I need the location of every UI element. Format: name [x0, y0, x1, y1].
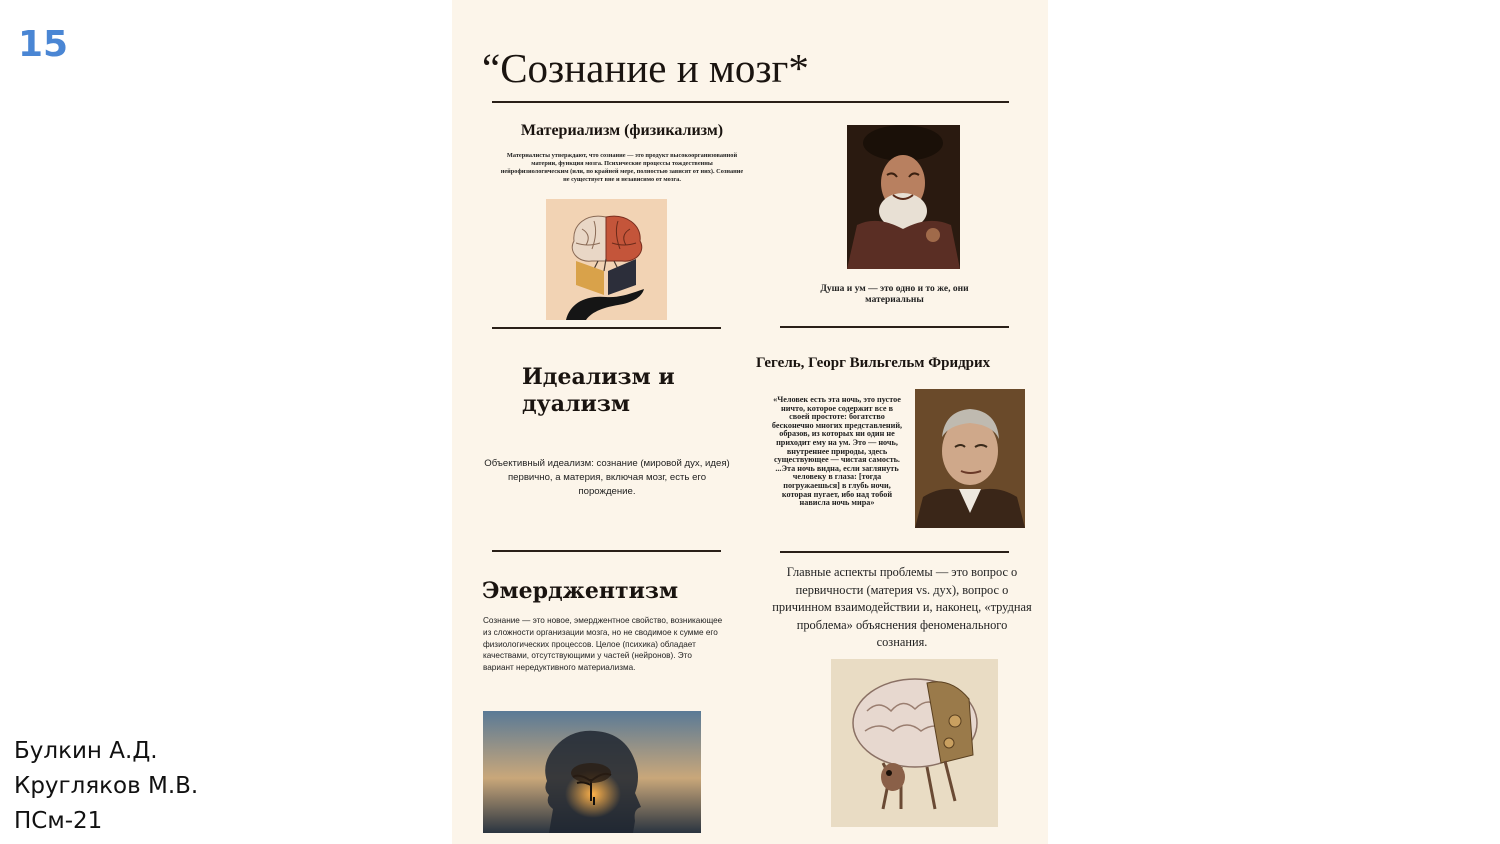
hegel-portrait: [915, 389, 1025, 528]
poster-title: “Сознание и мозг*: [482, 45, 809, 91]
mechanical-brain-illustration: [831, 659, 998, 827]
head-silhouette-sunset-image: [483, 711, 701, 833]
materialism-text: Материалисты утверждают, что сознание — это продукт высокоорганизованной материи, функция мозга. Психические процессы тождественны нейрофизиологическим (или, по крайней мере, полностью зависят от них). Сознание не существует вне и независимо от мозга.: [500, 152, 744, 183]
section-divider: [780, 551, 1009, 553]
slide-number: 15: [18, 24, 69, 65]
aspects-text: Главные аспекты проблемы — это вопрос о первичности (материя vs. дух), вопрос о причинном взаимодействии и, наконец, «трудная проблема» объяснения феноменального сознания.: [772, 565, 1032, 649]
brain-book-illustration: [546, 199, 667, 320]
hegel-heading: Гегель, Георг Вильгельм Фридрих: [756, 355, 991, 371]
portrait-caption: Душа и ум — это одно и то же, они материальны: [820, 284, 969, 305]
materialism-heading: Материализм (физикализм): [520, 122, 724, 139]
idealism-text: Объективный идеализм: сознание (мировой дух, идея) первично, а материя, включая мозг, есть его порождение.: [484, 458, 730, 497]
author-line: Кругляков М.В.: [14, 773, 199, 799]
section-divider: [492, 327, 721, 329]
author-line: Булкин А.Д.: [14, 738, 158, 764]
title-divider: [492, 101, 1009, 103]
hegel-quote: «Человек есть эта ночь, это пустое ничто, которое содержит все в своей простоте: богатство бесконечно многих представлений, образов, из которых ни один не приходит ему на ум. Это — ночь, внутреннее природы, здесь существующее — чистая самость. ...Эта ночь видна, если заглянуть человеку в глаза: [тогда погружаешься] в глубь ночи, которая пугает, ибо над тобой нависла ночь мира»: [771, 395, 903, 508]
philosopher-portrait: [847, 125, 960, 269]
emergentism-heading: Эмерджентизм: [482, 578, 679, 604]
section-divider: [492, 550, 721, 552]
group-line: ПСм-21: [14, 808, 103, 834]
idealism-heading: Идеализм и дуализм: [522, 364, 675, 417]
section-divider: [780, 326, 1009, 328]
emergentism-text: Сознание — это новое, эмерджентное свойство, возникающее из сложности организации мозга, но не сводимое к сумме его физиологических процессов. Целое (психика) обладает качествами, отсутствующими у частей (нейронов). Это вариант нередуктивного материализма.: [483, 616, 723, 673]
poster: [452, 0, 1048, 844]
authors-block: [14, 734, 198, 839]
